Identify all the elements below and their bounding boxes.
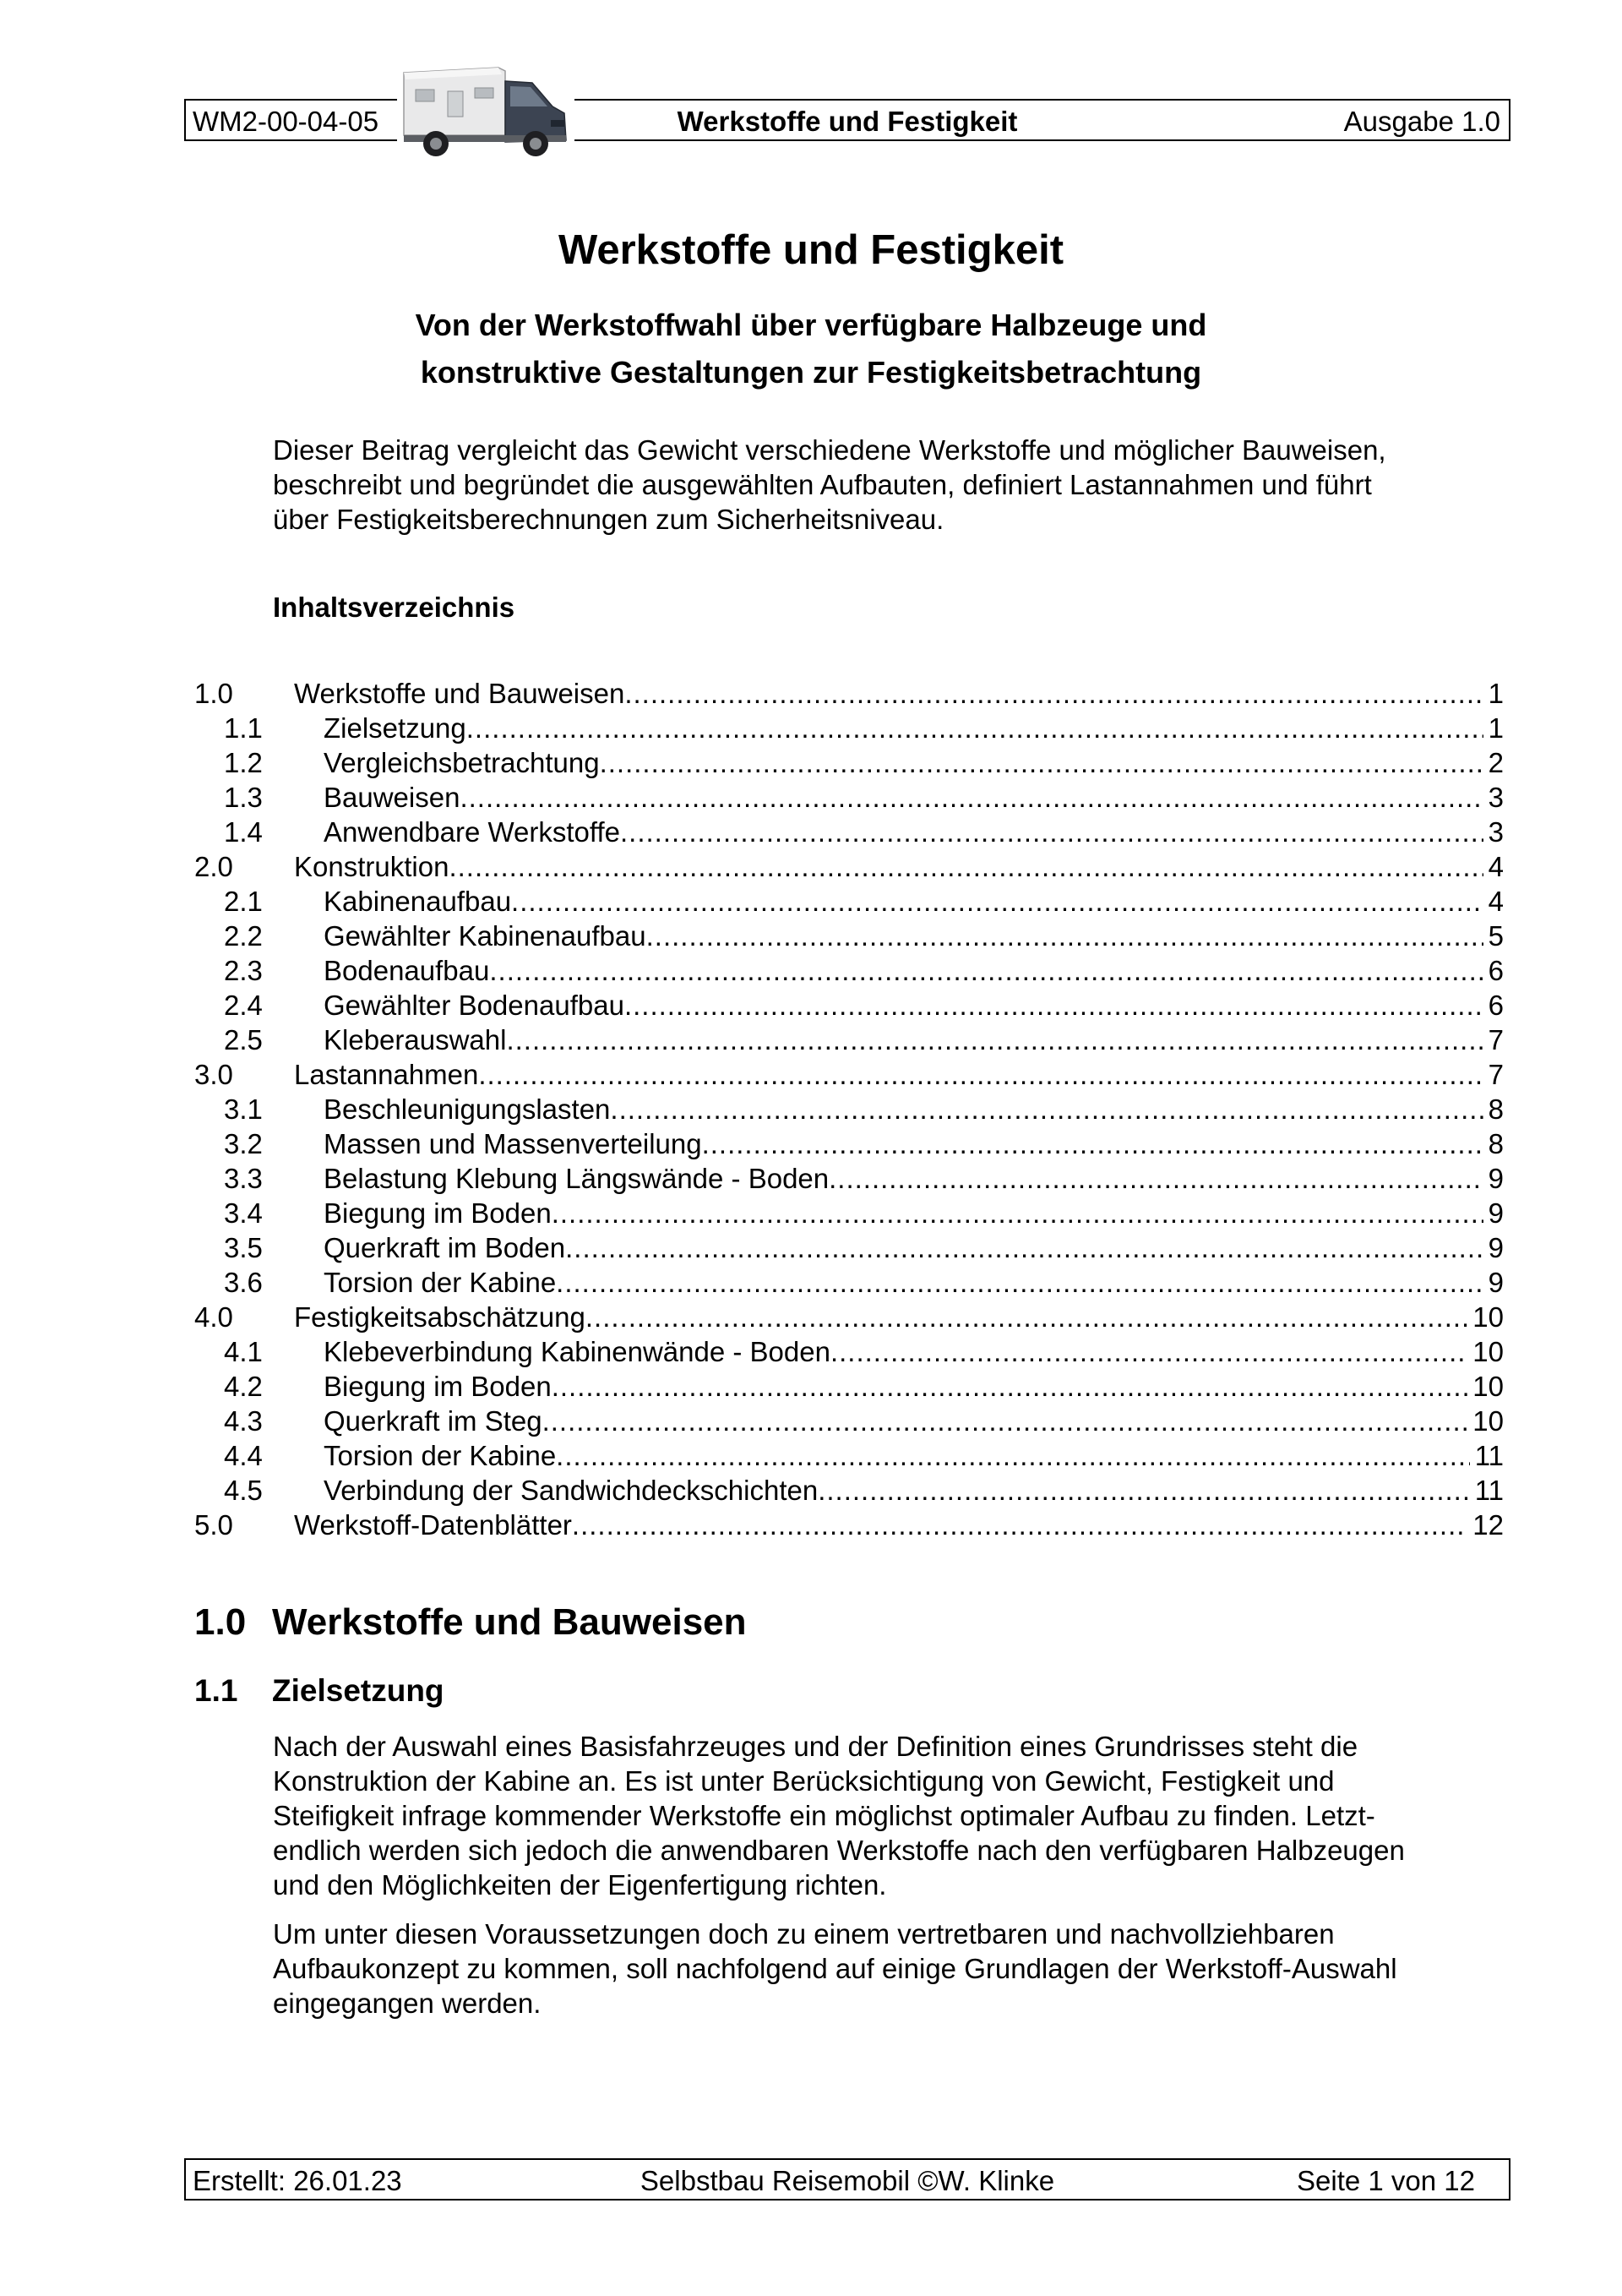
toc-leader-dots [646, 919, 1483, 953]
toc-entry-number: 3.4 [224, 1197, 263, 1229]
toc-entry-page: 9 [1488, 1267, 1504, 1298]
toc-entry[interactable] [194, 1023, 1504, 1057]
toc-entry[interactable] [194, 884, 1504, 919]
toc-entry[interactable] [194, 919, 1504, 953]
toc-entry-title: Konstruktion [294, 851, 449, 882]
header-title: Werkstoffe und Festigkeit [677, 106, 1018, 137]
toc-entry-page: 4 [1488, 851, 1504, 882]
toc-entry-title: Festigkeitsabschätzung [294, 1301, 585, 1333]
toc-entry-number: 3.3 [224, 1163, 263, 1194]
toc-entry-page: 10 [1472, 1336, 1504, 1367]
toc-entry-number: 4.5 [224, 1475, 263, 1506]
toc-leader-dots [511, 884, 1483, 919]
toc-entry[interactable] [194, 1473, 1504, 1508]
toc-leader-dots [624, 676, 1483, 711]
toc-leader-dots [702, 1126, 1483, 1161]
toc-entry-page: 5 [1488, 920, 1504, 952]
toc-entry-title: Gewählter Kabinenaufbau [324, 920, 646, 952]
toc-entry-page: 1 [1488, 678, 1504, 709]
toc-entry-number: 1.0 [194, 678, 233, 709]
toc-entry-page: 9 [1488, 1197, 1504, 1229]
body-paragraph-2 [273, 1917, 1489, 2021]
toc-entry-title: Werkstoffe und Bauweisen [294, 678, 625, 709]
body-line: Um unter diesen Voraussetzungen doch zu einem vertretbaren und nachvollziehbaren [273, 1918, 1335, 1950]
toc-entry-title: Kabinenaufbau [324, 886, 512, 917]
toc-entry-title: Verbindung der Sandwichdeckschichten [324, 1475, 819, 1506]
doc-id: WM2-00-04-05 [193, 106, 379, 137]
toc-entry[interactable] [194, 1161, 1504, 1196]
toc-leader-dots [478, 1057, 1483, 1092]
toc-entry-title: Torsion der Kabine [324, 1440, 557, 1471]
toc-entry-number: 1.3 [224, 782, 263, 813]
section-number: 1.1 [194, 1673, 238, 1708]
toc-entry-number: 3.5 [224, 1232, 263, 1263]
created-date: Erstellt: 26.01.23 [193, 2165, 402, 2196]
toc-entry[interactable] [194, 711, 1504, 745]
toc-leader-dots [620, 815, 1483, 849]
toc-entry-title: Querkraft im Steg [324, 1405, 542, 1437]
toc-entry[interactable] [194, 1404, 1504, 1438]
toc-entry[interactable] [194, 1265, 1504, 1300]
toc-entry-number: 2.5 [224, 1024, 263, 1055]
toc-entry-title: Biegung im Boden [324, 1371, 552, 1402]
camper-van-image [397, 64, 574, 161]
toc-leader-dots [556, 1438, 1470, 1473]
toc-entry-page: 10 [1472, 1405, 1504, 1437]
toc-leader-dots [565, 1230, 1483, 1265]
body-paragraph-1 [273, 1729, 1489, 1902]
section-number: 1.0 [194, 1601, 247, 1643]
toc-entry-number: 4.1 [224, 1336, 263, 1367]
toc-entry-title: Massen und Massenverteilung [324, 1128, 702, 1159]
toc-entry[interactable] [194, 988, 1504, 1023]
toc-leader-dots [489, 953, 1483, 988]
section-heading-1-1 [194, 1673, 444, 1709]
toc-leader-dots [610, 1092, 1483, 1126]
toc-entry[interactable] [194, 745, 1504, 780]
subtitle-line-1: Von der Werkstoffwahl über verfügbare Halbzeuge und [415, 308, 1207, 342]
toc-entry[interactable] [194, 676, 1504, 711]
toc-leader-dots [830, 1334, 1467, 1369]
toc-entry-page: 10 [1472, 1301, 1504, 1333]
toc-entry[interactable] [194, 1230, 1504, 1265]
toc-leader-dots [572, 1508, 1467, 1542]
abstract [273, 433, 1489, 537]
toc-entry[interactable] [194, 849, 1504, 884]
toc-entry-title: Biegung im Boden [324, 1197, 552, 1229]
toc-leader-dots [818, 1473, 1470, 1508]
toc-entry-number: 4.0 [194, 1301, 233, 1333]
toc-entry-title: Querkraft im Boden [324, 1232, 566, 1263]
section-heading-1-0 [194, 1601, 747, 1644]
page-footer [184, 2158, 1510, 2201]
subtitle-line-2: konstruktive Gestaltungen zur Festigkeitsbetrachtung [420, 355, 1202, 390]
toc-entry-number: 3.2 [224, 1128, 263, 1159]
toc-entry-number: 2.4 [224, 990, 263, 1021]
body-line: eingegangen werden. [273, 1988, 542, 2019]
edition: Ausgabe 1.0 [1343, 106, 1500, 137]
toc-entry-page: 7 [1488, 1059, 1504, 1090]
toc-entry-title: Bauweisen [324, 782, 460, 813]
toc-entry[interactable] [194, 953, 1504, 988]
toc-entry-title: Gewählter Bodenaufbau [324, 990, 624, 1021]
document-title: Werkstoffe und Festigkeit [558, 227, 1064, 273]
toc-entry-page: 8 [1488, 1128, 1504, 1159]
toc-entry-page: 9 [1488, 1163, 1504, 1194]
toc-entry-page: 8 [1488, 1093, 1504, 1125]
toc-entry-number: 3.6 [224, 1267, 263, 1298]
toc-leader-dots [542, 1404, 1468, 1438]
toc-entry-number: 2.1 [224, 886, 263, 917]
toc-entry[interactable] [194, 1438, 1504, 1473]
toc-entry-number: 2.2 [224, 920, 263, 952]
toc-leader-dots [552, 1196, 1483, 1230]
section-title: Zielsetzung [272, 1673, 444, 1708]
toc-entry[interactable] [194, 1196, 1504, 1230]
toc-leader-dots [600, 745, 1483, 780]
toc-entry[interactable] [194, 1126, 1504, 1161]
toc-entry[interactable] [194, 1300, 1504, 1334]
toc-entry[interactable] [194, 1334, 1504, 1369]
toc-entry-page: 3 [1488, 782, 1504, 813]
toc-entry-title: Klebeverbindung Kabinenwände - Boden [324, 1336, 830, 1367]
toc-entry-number: 1.2 [224, 747, 263, 778]
toc-entry-page: 4 [1488, 886, 1504, 917]
toc-entry-number: 3.0 [194, 1059, 233, 1090]
toc-leader-dots [829, 1161, 1483, 1196]
toc-entry-page: 2 [1488, 747, 1504, 778]
footer-author: Selbstbau Reisemobil ©W. Klinke [640, 2165, 1055, 2196]
toc-entry-page: 1 [1488, 712, 1504, 744]
toc-entry-number: 3.1 [224, 1093, 263, 1125]
toc-entry-number: 1.4 [224, 816, 263, 848]
toc-leader-dots [556, 1265, 1483, 1300]
page-header [184, 99, 1510, 141]
toc-entry-number: 2.0 [194, 851, 233, 882]
toc-entry-title: Vergleichsbetrachtung [324, 747, 600, 778]
toc-entry-title: Torsion der Kabine [324, 1267, 557, 1298]
toc-entry-number: 4.4 [224, 1440, 263, 1471]
toc-entry[interactable] [194, 1508, 1504, 1542]
toc-entry-number: 1.1 [224, 712, 263, 744]
toc-entry-title: Werkstoff-Datenblätter [294, 1509, 572, 1541]
page-number: Seite 1 von 12 [1297, 2165, 1475, 2196]
body-line: Steifigkeit infrage kommender Werkstoffe ein möglichst optimaler Aufbau zu finden. Letzt- [273, 1800, 1375, 1831]
abstract-line: Dieser Beitrag vergleicht das Gewicht verschiedene Werkstoffe und möglicher Bauweisen, [273, 434, 1386, 466]
body-line: Aufbaukonzept zu kommen, soll nachfolgend auf einige Grundlagen der Werkstoff-Auswahl [273, 1953, 1397, 1984]
abstract-line: beschreibt und begründet die ausgewählten Aufbauten, definiert Lastannahmen und führt [273, 469, 1372, 500]
section-title: Werkstoffe und Bauweisen [272, 1601, 747, 1643]
toc-entry-title: Beschleunigungslasten [324, 1093, 611, 1125]
body-line: Nach der Auswahl eines Basisfahrzeuges und der Definition eines Grundrisses steht die [273, 1731, 1358, 1762]
toc-leader-dots [460, 780, 1483, 815]
toc-entry-page: 6 [1488, 955, 1504, 986]
toc-entry-number: 4.3 [224, 1405, 263, 1437]
toc-entry-page: 12 [1472, 1509, 1504, 1541]
toc-entry[interactable] [194, 815, 1504, 849]
toc-entry-page: 9 [1488, 1232, 1504, 1263]
toc-leader-dots [585, 1300, 1467, 1334]
toc-entry[interactable] [194, 1092, 1504, 1126]
toc-entry[interactable] [194, 1369, 1504, 1404]
toc-entry-page: 3 [1488, 816, 1504, 848]
toc-entry-number: 4.2 [224, 1371, 263, 1402]
toc-leader-dots [449, 849, 1483, 884]
body-line: Konstruktion der Kabine an. Es ist unter Berücksichtigung von Gewicht, Festigkeit und [273, 1765, 1335, 1797]
table-of-contents [194, 676, 1504, 1542]
toc-entry-page: 11 [1474, 1475, 1504, 1506]
toc-entry[interactable] [194, 780, 1504, 815]
toc-leader-dots [624, 988, 1483, 1023]
toc-leader-dots [506, 1023, 1483, 1057]
toc-entry-title: Kleberauswahl [324, 1024, 507, 1055]
toc-entry-title: Lastannahmen [294, 1059, 479, 1090]
toc-entry-page: 6 [1488, 990, 1504, 1021]
body-line: und den Möglichkeiten der Eigenfertigung richten. [273, 1869, 887, 1901]
abstract-line: über Festigkeitsberechnungen zum Sicherheitsniveau. [273, 504, 944, 535]
toc-entry-title: Bodenaufbau [324, 955, 490, 986]
toc-entry-number: 5.0 [194, 1509, 233, 1541]
toc-entry-title: Zielsetzung [324, 712, 466, 744]
toc-entry-title: Anwendbare Werkstoffe [324, 816, 620, 848]
body-line: endlich werden sich jedoch die anwendbaren Werkstoffe nach den verfügbaren Halbzeugen [273, 1835, 1405, 1866]
toc-leader-dots [552, 1369, 1468, 1404]
toc-entry-page: 11 [1474, 1440, 1504, 1471]
toc-leader-dots [466, 711, 1483, 745]
toc-entry-number: 2.3 [224, 955, 263, 986]
toc-entry-page: 7 [1488, 1024, 1504, 1055]
toc-heading: Inhaltsverzeichnis [273, 592, 515, 623]
toc-entry-page: 10 [1472, 1371, 1504, 1402]
toc-entry-title: Belastung Klebung Längswände - Boden [324, 1163, 830, 1194]
toc-entry[interactable] [194, 1057, 1504, 1092]
